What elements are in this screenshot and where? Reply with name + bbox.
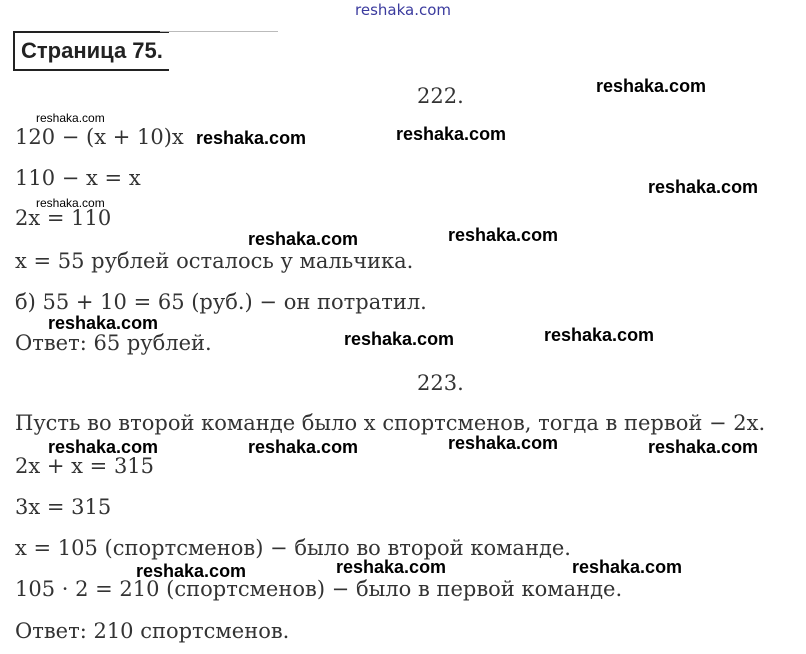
problem-223-line-5: 105 · 2 = 210 (спортсменов) − было в первой команде. (15, 577, 623, 601)
watermark: reshaka.com (448, 225, 559, 245)
watermark: reshaka.com (48, 437, 159, 457)
problem-222-number: 222. (417, 84, 464, 108)
site-header-link[interactable]: reshaka.com (355, 1, 451, 19)
problem-222-line-5: б) 55 + 10 = 65 (руб.) − он потратил. (15, 290, 427, 314)
watermark: reshaka.com (248, 437, 359, 457)
problem-222-line-2: 110 − x = x (15, 166, 141, 190)
watermark-small: reshaka.com (36, 196, 105, 210)
watermark: reshaka.com (544, 325, 655, 345)
problem-223-line-4: x = 105 (спортсменов) − было во второй команде. (15, 536, 571, 560)
problem-223-number: 223. (417, 371, 464, 395)
problem-223-line-3: 3x = 315 (15, 495, 112, 519)
watermark: reshaka.com (344, 329, 455, 349)
problem-222-answer: Ответ: 65 рублей. (15, 331, 212, 355)
problem-223-answer: Ответ: 210 спортсменов. (15, 619, 290, 643)
watermark: reshaka.com (572, 557, 683, 577)
watermark: reshaka.com (648, 177, 759, 197)
watermark: reshaka.com (448, 433, 559, 453)
watermark: reshaka.com (336, 557, 447, 577)
problem-223-line-1: Пусть во второй команде было x спортсменов, тогда в первой − 2x. (15, 411, 766, 435)
watermark: reshaka.com (648, 437, 759, 457)
watermark: reshaka.com (48, 313, 159, 333)
watermark: reshaka.com (136, 561, 247, 581)
page-label-divider (160, 31, 278, 32)
watermark-small: reshaka.com (36, 111, 105, 125)
watermark: reshaka.com (596, 76, 707, 96)
problem-222-line-3: 2x = 110 (15, 206, 112, 230)
page-label: Страница 75. (13, 31, 169, 71)
watermark: reshaka.com (196, 128, 307, 148)
problem-223-line-2: 2x + x = 315 (15, 454, 155, 478)
watermark: reshaka.com (248, 229, 359, 249)
watermark: reshaka.com (396, 124, 507, 144)
problem-222-line-1: 120 − (x + 10)x (15, 125, 184, 149)
problem-222-line-4: x = 55 рублей осталось у мальчика. (15, 249, 414, 273)
